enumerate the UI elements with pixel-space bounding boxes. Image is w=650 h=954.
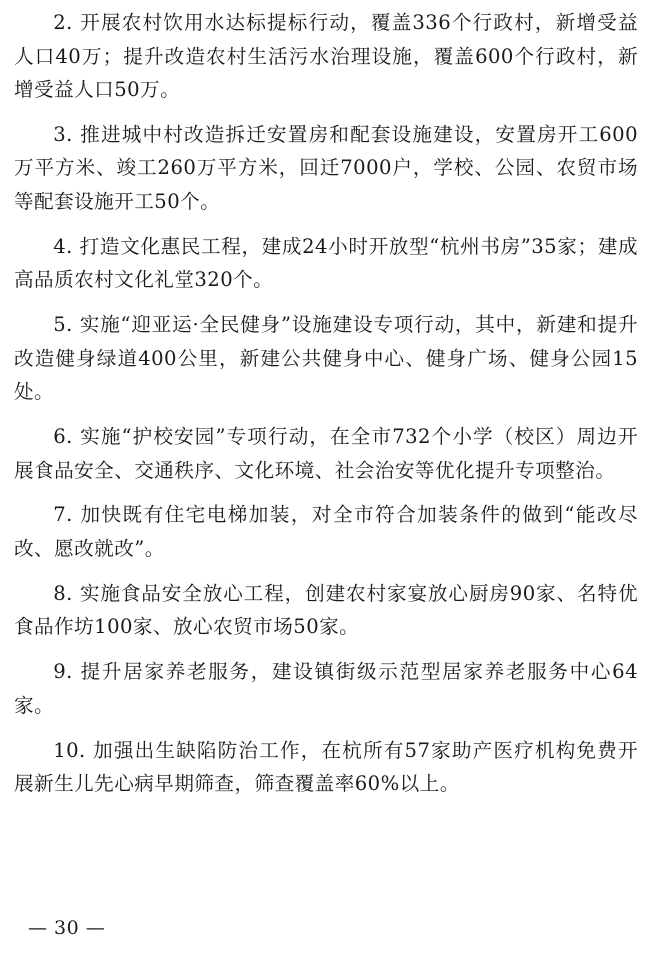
list-item: 4. 打造文化惠民工程，建成24小时开放型“杭州书房”35家；建成高品质农村文化礼堂320个。 (14, 234, 638, 292)
list-item: 2. 开展农村饮用水达标提标行动，覆盖336个行政村，新增受益人口40万；提升改造农村生活污水治理设施，覆盖600个行政村，新增受益人口50万。 (14, 11, 638, 101)
list-item: 7. 加快既有住宅电梯加装，对全市符合加装条件的做到“能改尽改、愿改就改”。 (14, 503, 638, 560)
list-item: 8. 实施食品安全放心工程，创建农村家宴放心厨房90家、名特优食品作坊100家、放心农贸市场50家。 (14, 581, 638, 639)
list-item: 6. 实施“护校安园”专项行动，在全市732个小学（校区）周边开展食品安全、交通秩序、文化环境、社会治安等优化提升专项整治。 (14, 425, 638, 482)
list-item: 3. 推进城中村改造拆迁安置房和配套设施建设，安置房开工600万平方米、竣工260万平方米，回迁7000户，学校、公园、农贸市场等配套设施开工50个。 (14, 122, 638, 213)
item-list (14, 6, 638, 812)
list-item: 9. 提升居家养老服务，建设镇街级示范型居家养老服务中心64家。 (14, 660, 638, 717)
page-number: — 30 — (28, 917, 106, 939)
list-item: 10. 加强出生缺陷防治工作，在杭所有57家助产医疗机构免费开展新生儿先心病早期筛查，筛查覆盖率60%以上。 (14, 738, 638, 796)
list-item: 5. 实施“迎亚运·全民健身”设施建设专项行动，其中，新建和提升改造健身绿道400公里，新建公共健身中心、健身广场、健身公园15处。 (14, 313, 638, 404)
